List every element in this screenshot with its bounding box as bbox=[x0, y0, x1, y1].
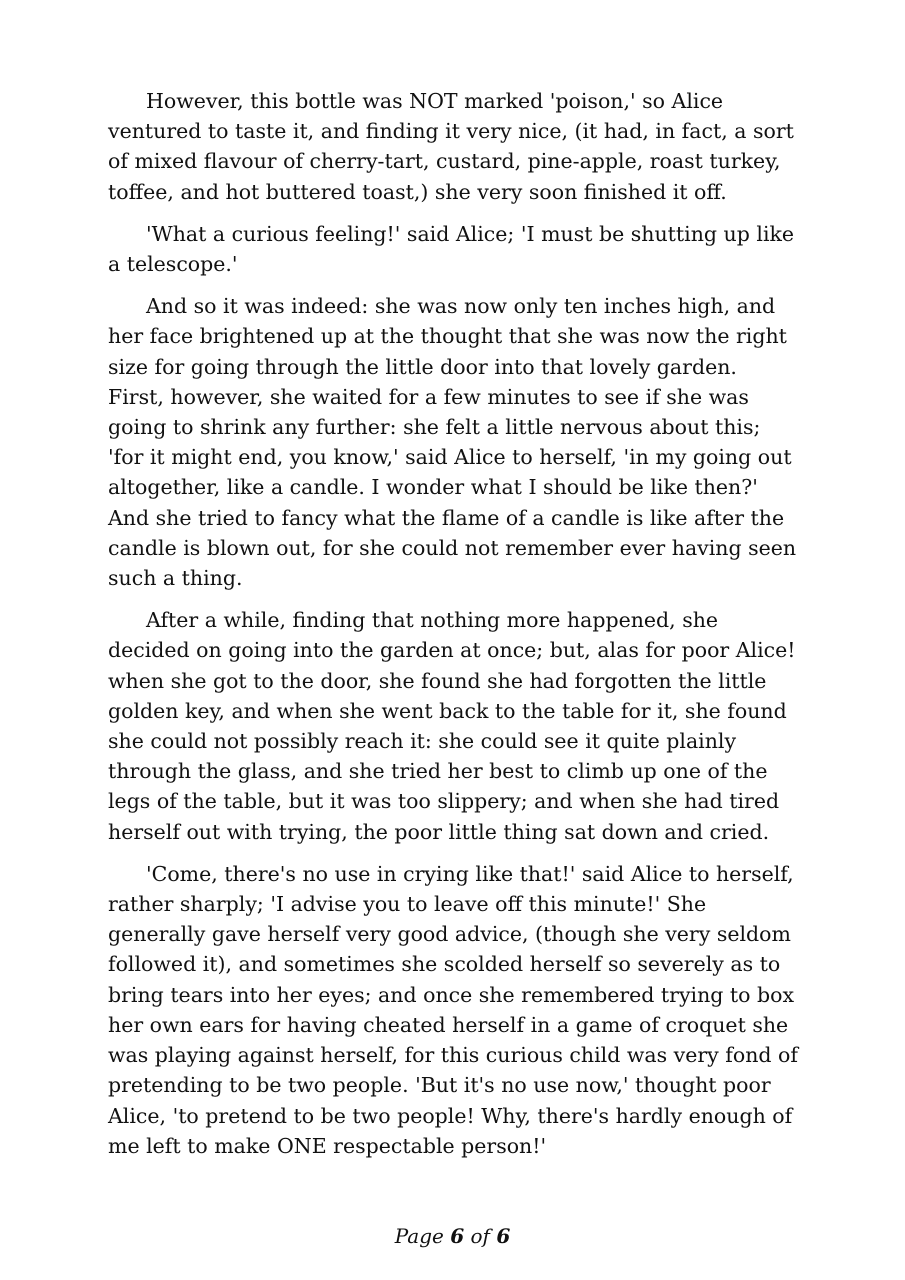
paragraph-2: 'What a curious feeling!' said Alice; 'I must be shutting up like a telescope.' bbox=[108, 221, 795, 277]
current-page-number: 6 bbox=[450, 1224, 465, 1248]
of-word: of bbox=[470, 1224, 490, 1248]
page-word: Page bbox=[394, 1224, 444, 1248]
paragraph-1: However, this bottle was NOT marked 'poison,' so Alice ventured to taste it, and finding it very nice, (it had, in fact, a sort of mixed flavour of cherry-tart, custard, pine-apple, roast turkey, toffee, and hot buttered toast,) she very soon finished it off. bbox=[108, 89, 794, 204]
paragraph-4: After a while, finding that nothing more happened, she decided on going into the garden at once; but, alas for poor Alice! when she got to the door, she found she had forgotten the little golden key, and when she went back to the table for it, she found she could not possibly reach it: she could see it quite plainly through the glass, and she tried her best to climb up one of the legs of the table, but it was too slippery; and when she had tired herself out with trying, the poor little thing sat down and cried. bbox=[108, 608, 796, 844]
body-text bbox=[108, 86, 798, 1173]
paragraph-3: And so it was indeed: she was now only ten inches high, and her face brightened up at the thought that she was now the right size for going through the little door into that lovely garden. First, however, she waited for a few minutes to see if she was going to shrink any further: she felt a little nervous about this; 'for it might end, you know,' said Alice to herself, 'in my going out altogether, like a candle. I wonder what I should be like then?' And she tried to fancy what the flame of a candle is like after the candle is blown out, for she could not remember ever having seen such a thing. bbox=[108, 294, 797, 591]
paragraph-5: 'Come, there's no use in crying like that!' said Alice to herself, rather sharply; 'I advise you to leave off this minute!' She generally gave herself very good advice, (though she very seldom followed it), and sometimes she scolded herself so severely as to bring tears into her eyes; and once she remembered trying to box her own ears for having cheated herself in a game of croquet she was playing against herself, for this curious child was very fond of pretending to be two people. 'But it's no use now,' thought poor Alice, 'to pretend to be two people! Why, there's hardly enough of me left to make ONE respectable person!' bbox=[108, 861, 798, 1158]
total-pages-number: 6 bbox=[496, 1224, 511, 1248]
page-footer bbox=[0, 1224, 905, 1248]
